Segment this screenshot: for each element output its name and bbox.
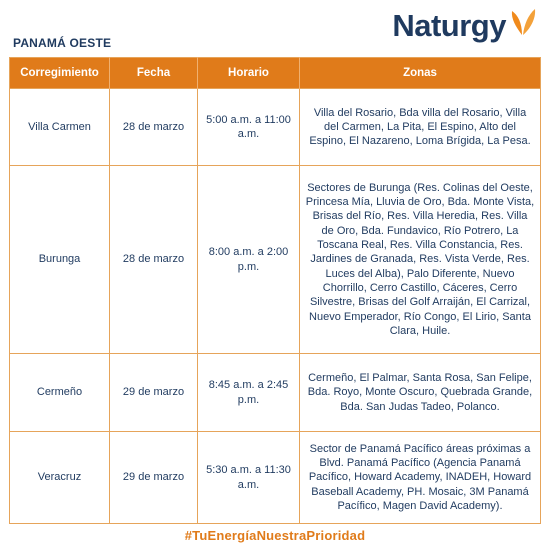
cell-horario: 8:00 a.m. a 2:00 p.m.	[198, 166, 300, 354]
table-header-row	[10, 58, 541, 89]
cell-corregimiento: Cermeño	[10, 354, 110, 432]
cell-corregimiento: Villa Carmen	[10, 89, 110, 166]
cell-horario: 5:30 a.m. a 11:30 a.m.	[198, 432, 300, 524]
header-corregimiento: Corregimiento	[10, 58, 110, 89]
naturgy-logo	[392, 6, 538, 46]
cell-corregimiento: Veracruz	[10, 432, 110, 524]
header-horario: Horario	[198, 58, 300, 89]
cell-zonas: Sector de Panamá Pacífico áreas próximas a Blvd. Panamá Pacífico (Agencia Panamá Pacífico, Howard Academy, INADEH, Howard Baseball Academy, PH. Mosaic, 3M Panamá Pacífico, Magen David Academy).	[300, 432, 541, 524]
butterfly-icon	[508, 7, 538, 37]
logo-text: Naturgy	[392, 8, 506, 43]
hashtag: #TuEnergíaNuestraPrioridad	[184, 528, 366, 543]
cell-fecha: 28 de marzo	[110, 166, 198, 354]
table-row	[10, 89, 541, 166]
cell-zonas: Cermeño, El Palmar, Santa Rosa, San Felipe, Bda. Royo, Monte Oscuro, Quebrada Grande, Bda. San Judas Tadeo, Polanco.	[300, 354, 541, 432]
cell-zonas: Sectores de Burunga (Res. Colinas del Oeste, Princesa Mía, Lluvia de Oro, Bda. Monte Vista, Brisas del Río, Res. Villa Heredia, Res. Villa de Oro, Bda. Fundavico, Río Potrero, La Toscana Real, Res. Villa Constancia, Res. Jardines de Granada, Res. Vista Verde, Res. Luces del Alba), Palo Diferente, Nuevo Chorrillo, Cerro Castillo, Cáceres, Cerro Silvestre, Brisas del Golf Arraiján, El Carrizal, Nuevo Emperador, Río Congo, El Lirio, Santa Clara, Huile.	[300, 166, 541, 354]
schedule-table	[9, 57, 541, 524]
cell-horario: 8:45 a.m. a 2:45 p.m.	[198, 354, 300, 432]
cell-fecha: 28 de marzo	[110, 89, 198, 166]
cell-zonas: Villa del Rosario, Bda villa del Rosario, Villa del Carmen, La Pita, El Espino, Alto del Espino, El Nazareno, Loma Brígida, La Pesa.	[300, 89, 541, 166]
table-row	[10, 354, 541, 432]
table-row	[10, 432, 541, 524]
cell-fecha: 29 de marzo	[110, 432, 198, 524]
header-zonas: Zonas	[300, 58, 541, 89]
cell-fecha: 29 de marzo	[110, 354, 198, 432]
table-row	[10, 166, 541, 354]
region-title: PANAMÁ OESTE	[13, 36, 112, 50]
cell-horario: 5:00 a.m. a 11:00 a.m.	[198, 89, 300, 166]
cell-corregimiento: Burunga	[10, 166, 110, 354]
header-fecha: Fecha	[110, 58, 198, 89]
